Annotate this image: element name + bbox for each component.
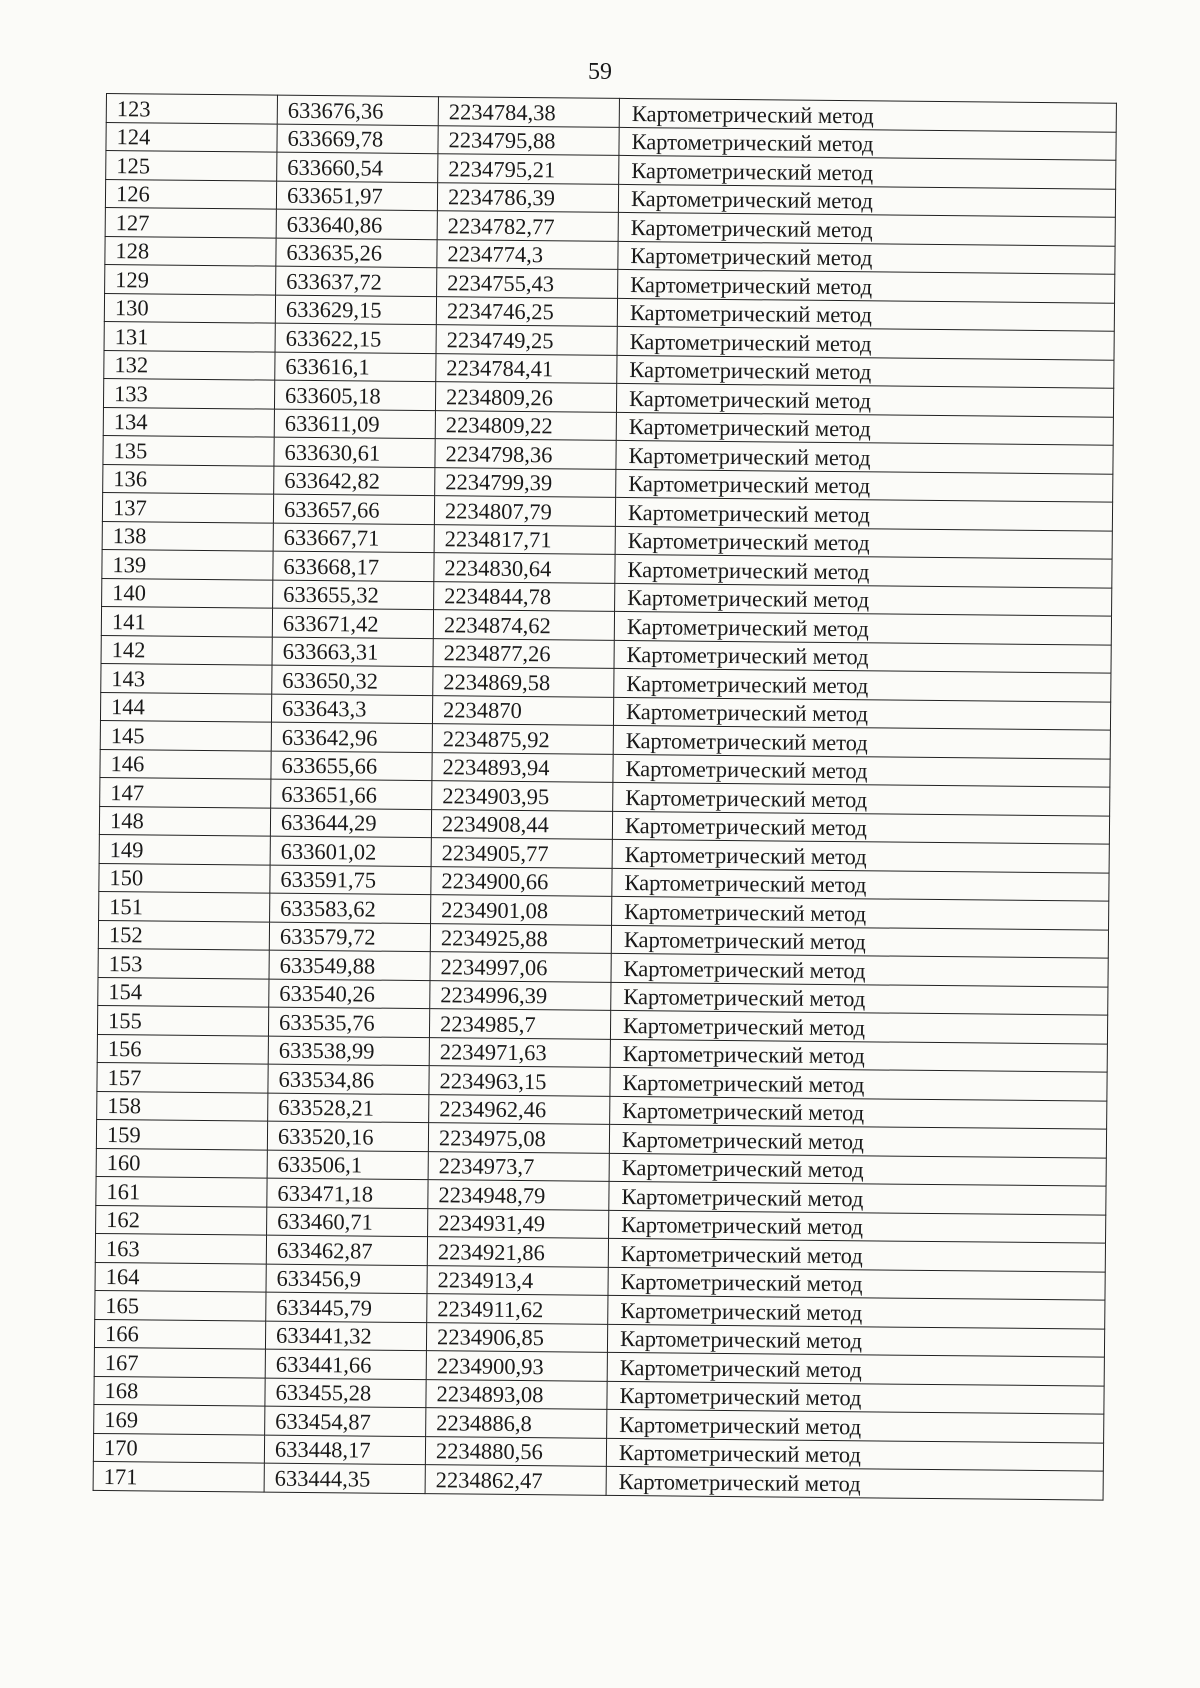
point-number-cell: 126 [105,179,276,209]
y-coordinate-cell: 2234900,93 [426,1351,607,1381]
point-number-cell: 130 [104,293,275,323]
y-coordinate-cell: 2234913,4 [427,1265,608,1295]
point-number-cell: 152 [98,920,269,950]
point-number-cell: 169 [94,1404,265,1434]
x-coordinate-cell: 633583,62 [270,893,431,923]
method-cell: Картометрический метод [606,1438,1103,1471]
x-coordinate-cell: 633611,09 [274,409,435,439]
x-coordinate-cell: 633455,28 [265,1378,426,1408]
y-coordinate-cell: 2234782,77 [437,211,618,241]
y-coordinate-cell: 2234844,78 [434,581,615,611]
method-cell: Картометрический метод [619,155,1116,188]
method-cell: Картометрический метод [606,1466,1103,1499]
x-coordinate-cell: 633640,86 [276,209,437,239]
x-coordinate-cell: 633655,32 [273,580,434,610]
y-coordinate-cell: 2234799,39 [435,467,616,497]
method-cell: Картометрический метод [613,697,1110,730]
point-number-cell: 147 [100,777,271,807]
y-coordinate-cell: 2234908,44 [431,809,612,839]
point-number-cell: 138 [102,521,273,551]
x-coordinate-cell: 633471,18 [267,1178,428,1208]
x-coordinate-cell: 633441,66 [265,1349,426,1379]
point-number-cell: 124 [106,122,277,152]
x-coordinate-cell: 633591,75 [270,865,431,895]
coordinates-table [93,93,1117,1500]
y-coordinate-cell: 2234906,85 [426,1322,607,1352]
x-coordinate-cell: 633668,17 [273,551,434,581]
point-number-cell: 158 [97,1091,268,1121]
x-coordinate-cell: 633605,18 [274,380,435,410]
x-coordinate-cell: 633520,16 [267,1121,428,1151]
x-coordinate-cell: 633506,1 [267,1150,428,1180]
y-coordinate-cell: 2234996,39 [430,980,611,1010]
x-coordinate-cell: 633534,86 [268,1064,429,1094]
point-number-cell: 136 [103,464,274,494]
method-cell: Картометрический метод [616,440,1113,473]
x-coordinate-cell: 633660,54 [277,152,438,182]
y-coordinate-cell: 2234817,71 [434,524,615,554]
y-coordinate-cell: 2234749,25 [436,325,617,355]
x-coordinate-cell: 633540,26 [269,979,430,1009]
method-cell: Картометрический метод [619,98,1116,131]
x-coordinate-cell: 633454,87 [265,1406,426,1436]
method-cell: Картометрический метод [615,583,1112,616]
point-number-cell: 141 [101,606,272,636]
method-cell: Картометрический метод [617,326,1114,359]
x-coordinate-cell: 633601,02 [270,836,431,866]
y-coordinate-cell: 2234893,94 [432,752,613,782]
x-coordinate-cell: 633462,87 [266,1235,427,1265]
y-coordinate-cell: 2234997,06 [430,952,611,982]
y-coordinate-cell: 2234962,46 [429,1094,610,1124]
y-coordinate-cell: 2234798,36 [435,439,616,469]
method-cell: Картометрический метод [612,896,1109,929]
y-coordinate-cell: 2234862,47 [425,1465,606,1495]
x-coordinate-cell: 633671,42 [272,608,433,638]
method-cell: Картометрический метод [607,1324,1104,1357]
method-cell: Картометрический метод [610,1010,1107,1043]
y-coordinate-cell: 2234886,8 [426,1408,607,1438]
y-coordinate-cell: 2234931,49 [428,1208,609,1238]
method-cell: Картометрический метод [611,925,1108,958]
y-coordinate-cell: 2234755,43 [437,268,618,298]
y-coordinate-cell: 2234774,3 [437,239,618,269]
method-cell: Картометрический метод [612,839,1109,872]
method-cell: Картометрический метод [614,611,1111,644]
point-number-cell: 166 [94,1319,265,1349]
y-coordinate-cell: 2234985,7 [429,1009,610,1039]
method-cell: Картометрический метод [619,127,1116,160]
point-number-cell: 160 [96,1148,267,1178]
point-number-cell: 156 [97,1034,268,1064]
x-coordinate-cell: 633616,1 [275,352,436,382]
point-number-cell: 167 [94,1347,265,1377]
point-number-cell: 139 [102,549,273,579]
method-cell: Картометрический метод [613,754,1110,787]
x-coordinate-cell: 633655,66 [271,751,432,781]
point-number-cell: 142 [101,635,272,665]
method-cell: Картометрический метод [618,184,1115,217]
method-cell: Картометрический метод [611,953,1108,986]
x-coordinate-cell: 633637,72 [276,266,437,296]
method-cell: Картометрический метод [613,725,1110,758]
method-cell: Картометрический метод [618,212,1115,245]
y-coordinate-cell: 2234809,26 [435,382,616,412]
point-number-cell: 154 [98,977,269,1007]
point-number-cell: 165 [95,1290,266,1320]
point-number-cell: 144 [100,692,271,722]
y-coordinate-cell: 2234973,7 [428,1151,609,1181]
x-coordinate-cell: 633676,36 [277,95,438,125]
method-cell: Картометрический метод [615,497,1112,530]
y-coordinate-cell: 2234830,64 [434,553,615,583]
method-cell: Картометрический метод [616,383,1113,416]
point-number-cell: 127 [105,207,276,237]
y-coordinate-cell: 2234784,38 [438,97,619,127]
x-coordinate-cell: 633650,32 [272,665,433,695]
x-coordinate-cell: 633444,35 [264,1463,425,1493]
point-number-cell: 140 [102,578,273,608]
point-number-cell: 163 [95,1233,266,1263]
point-number-cell: 123 [106,94,277,124]
point-number-cell: 128 [105,236,276,266]
x-coordinate-cell: 633549,88 [269,950,430,980]
point-number-cell: 168 [94,1376,265,1406]
x-coordinate-cell: 633460,71 [267,1207,428,1237]
point-number-cell: 146 [100,749,271,779]
method-cell: Картометрический метод [608,1295,1105,1328]
point-number-cell: 125 [106,151,277,181]
x-coordinate-cell: 633622,15 [275,323,436,353]
y-coordinate-cell: 2234877,26 [433,638,614,668]
y-coordinate-cell: 2234921,86 [427,1237,608,1267]
point-number-cell: 153 [98,948,269,978]
y-coordinate-cell: 2234948,79 [428,1180,609,1210]
point-number-cell: 162 [96,1205,267,1235]
point-number-cell: 145 [100,720,271,750]
x-coordinate-cell: 633644,29 [270,808,431,838]
x-coordinate-cell: 633441,32 [265,1321,426,1351]
method-cell: Картометрический метод [610,1039,1107,1072]
y-coordinate-cell: 2234900,66 [431,866,612,896]
x-coordinate-cell: 633445,79 [266,1292,427,1322]
point-number-cell: 132 [104,350,275,380]
point-number-cell: 155 [97,1005,268,1035]
point-number-cell: 133 [103,378,274,408]
y-coordinate-cell: 2234975,08 [428,1123,609,1153]
x-coordinate-cell: 633667,71 [273,523,434,553]
x-coordinate-cell: 633456,9 [266,1264,427,1294]
y-coordinate-cell: 2234911,62 [427,1294,608,1324]
y-coordinate-cell: 2234971,63 [429,1037,610,1067]
method-cell: Картометрический метод [618,269,1115,302]
method-cell: Картометрический метод [607,1381,1104,1414]
point-number-cell: 164 [95,1262,266,1292]
y-coordinate-cell: 2234880,56 [425,1436,606,1466]
x-coordinate-cell: 633651,97 [276,181,437,211]
y-coordinate-cell: 2234869,58 [433,667,614,697]
point-number-cell: 170 [93,1433,264,1463]
point-number-cell: 149 [99,834,270,864]
method-cell: Картометрический метод [611,982,1108,1015]
method-cell: Картометрический метод [612,811,1109,844]
x-coordinate-cell: 633651,66 [271,779,432,809]
coordinates-table-body [93,94,1116,1500]
point-number-cell: 161 [96,1176,267,1206]
point-number-cell: 159 [96,1119,267,1149]
y-coordinate-cell: 2234786,39 [437,182,618,212]
y-coordinate-cell: 2234746,25 [436,296,617,326]
y-coordinate-cell: 2234925,88 [430,923,611,953]
method-cell: Картометрический метод [608,1238,1105,1271]
point-number-cell: 157 [97,1062,268,1092]
method-cell: Картометрический метод [607,1409,1104,1442]
y-coordinate-cell: 2234905,77 [431,838,612,868]
y-coordinate-cell: 2234963,15 [429,1066,610,1096]
method-cell: Картометрический метод [612,868,1109,901]
y-coordinate-cell: 2234874,62 [433,610,614,640]
method-cell: Картометрический метод [608,1267,1105,1300]
point-number-cell: 134 [103,407,274,437]
method-cell: Картометрический метод [610,1067,1107,1100]
point-number-cell: 137 [102,492,273,522]
x-coordinate-cell: 633630,61 [274,437,435,467]
page-number: 59 [588,59,612,85]
method-cell: Картометрический метод [609,1153,1106,1186]
x-coordinate-cell: 633635,26 [276,238,437,268]
point-number-cell: 143 [101,663,272,693]
y-coordinate-cell: 2234795,21 [438,154,619,184]
point-number-cell: 129 [105,264,276,294]
y-coordinate-cell: 2234870 [432,695,613,725]
method-cell: Картометрический метод [609,1181,1106,1214]
method-cell: Картометрический метод [609,1210,1106,1243]
method-cell: Картометрический метод [614,640,1111,673]
x-coordinate-cell: 633629,15 [275,295,436,325]
method-cell: Картометрический метод [616,469,1113,502]
method-cell: Картометрический метод [613,782,1110,815]
point-number-cell: 131 [104,321,275,351]
x-coordinate-cell: 633448,17 [264,1435,425,1465]
x-coordinate-cell: 633657,66 [273,494,434,524]
y-coordinate-cell: 2234809,22 [435,410,616,440]
x-coordinate-cell: 633538,99 [268,1036,429,1066]
point-number-cell: 150 [99,863,270,893]
x-coordinate-cell: 633535,76 [268,1007,429,1037]
y-coordinate-cell: 2234784,41 [436,353,617,383]
method-cell: Картометрический метод [610,1096,1107,1129]
x-coordinate-cell: 633528,21 [268,1093,429,1123]
method-cell: Картометрический метод [618,241,1115,274]
y-coordinate-cell: 2234875,92 [432,724,613,754]
method-cell: Картометрический метод [617,298,1114,331]
y-coordinate-cell: 2234893,08 [426,1379,607,1409]
method-cell: Картометрический метод [617,355,1114,388]
x-coordinate-cell: 633642,82 [274,466,435,496]
y-coordinate-cell: 2234903,95 [432,781,613,811]
method-cell: Картометрический метод [614,668,1111,701]
y-coordinate-cell: 2234807,79 [434,496,615,526]
x-coordinate-cell: 633663,31 [272,637,433,667]
x-coordinate-cell: 633642,96 [271,722,432,752]
point-number-cell: 171 [93,1461,264,1491]
method-cell: Картометрический метод [615,554,1112,587]
method-cell: Картометрический метод [615,526,1112,559]
x-coordinate-cell: 633579,72 [269,922,430,952]
point-number-cell: 148 [99,806,270,836]
x-coordinate-cell: 633643,3 [271,694,432,724]
coordinates-table-wrapper [93,93,1116,1500]
point-number-cell: 135 [103,435,274,465]
point-number-cell: 151 [99,891,270,921]
y-coordinate-cell: 2234795,88 [438,125,619,155]
y-coordinate-cell: 2234901,08 [431,895,612,925]
method-cell: Картометрический метод [607,1352,1104,1385]
method-cell: Картометрический метод [609,1124,1106,1157]
x-coordinate-cell: 633669,78 [277,124,438,154]
method-cell: Картометрический метод [616,412,1113,445]
